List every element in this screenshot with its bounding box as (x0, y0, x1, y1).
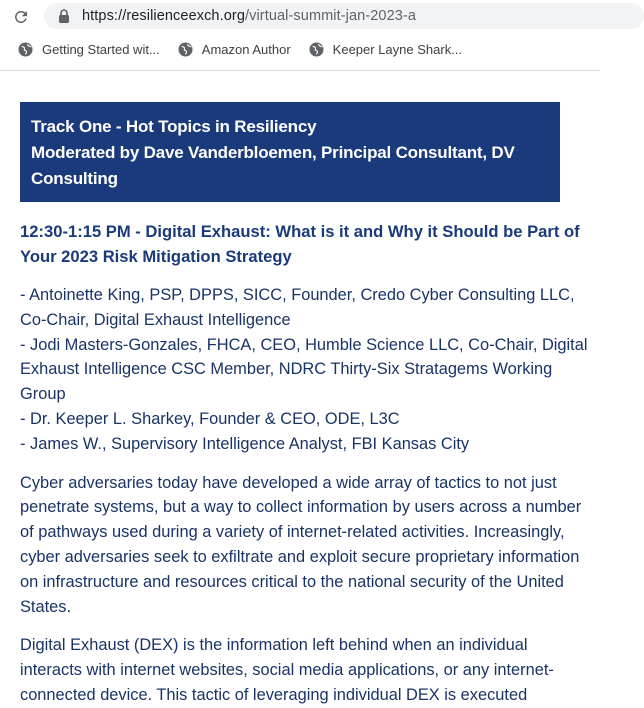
session-title: 12:30-1:15 PM - Digital Exhaust: What is it and Why it Should be Part of Your 2023 Risk Mitigation Strategy (20, 222, 580, 266)
bookmark-amazon-author[interactable] (178, 42, 291, 57)
speaker-item: - Antoinette King, PSP, DPPS, SICC, Founder, Credo Cyber Consulting LLC, Co-Chair, Digital Exhaust Intelligence (20, 286, 575, 329)
description-paragraph: Digital Exhaust (DEX) is the information left behind when an individual interacts with internet websites, social media applications, or any internet-connected device. This tactic of leveraging individual DEX is executed (20, 636, 554, 704)
globe-icon (178, 42, 193, 57)
url-domain: https://resilienceexch.org (82, 8, 245, 24)
address-bar[interactable] (44, 3, 644, 29)
track-moderator: Moderated by Dave Vanderbloemen, Principal Consultant, DV Consulting (31, 143, 515, 188)
globe-icon (18, 42, 33, 57)
address-row (0, 0, 600, 34)
reload-icon[interactable] (10, 6, 32, 28)
bookmark-getting-started[interactable] (18, 42, 160, 57)
description-paragraph: Cyber adversaries today have developed a wide array of tactics to not just penetrate systems, but a way to collect information by users across a number of pathways used during a variety of internet-related activities. Increasingly, cyber adversaries seek to exfiltrate and exploit secure proprietary information on infrastructure and resources critical to the national security of the United States. (20, 473, 582, 616)
bookmark-label: Amazon Author (201, 41, 291, 57)
speaker-item: - James W., Supervisory Intelligence Analyst, FBI Kansas City (20, 434, 470, 453)
speaker-list (20, 283, 590, 457)
lock-icon[interactable] (58, 9, 70, 23)
speaker-item: - Jodi Masters-Gonzales, FHCA, CEO, Humble Science LLC, Co-Chair, Digital Exhaust Intelligence CSC Member, NDRC Thirty-Six Stratagems Working Group (20, 335, 588, 404)
bookmark-label: Getting Started wit... (42, 41, 160, 57)
browser-chrome (0, 0, 600, 71)
globe-icon (309, 42, 324, 57)
page-content (0, 102, 600, 708)
track-title: Track One - Hot Topics in Resiliency (31, 117, 317, 136)
track-header (20, 102, 560, 202)
speaker-item: - Dr. Keeper L. Sharkey, Founder & CEO, ODE, L3C (20, 409, 400, 428)
bookmark-keeper-layne-shark[interactable] (309, 42, 462, 57)
url-path: /virtual-summit-jan-2023-a (245, 8, 417, 24)
url-text[interactable] (82, 8, 416, 24)
bookmark-label: Keeper Layne Shark... (332, 41, 463, 57)
bookmarks-bar (0, 34, 600, 64)
